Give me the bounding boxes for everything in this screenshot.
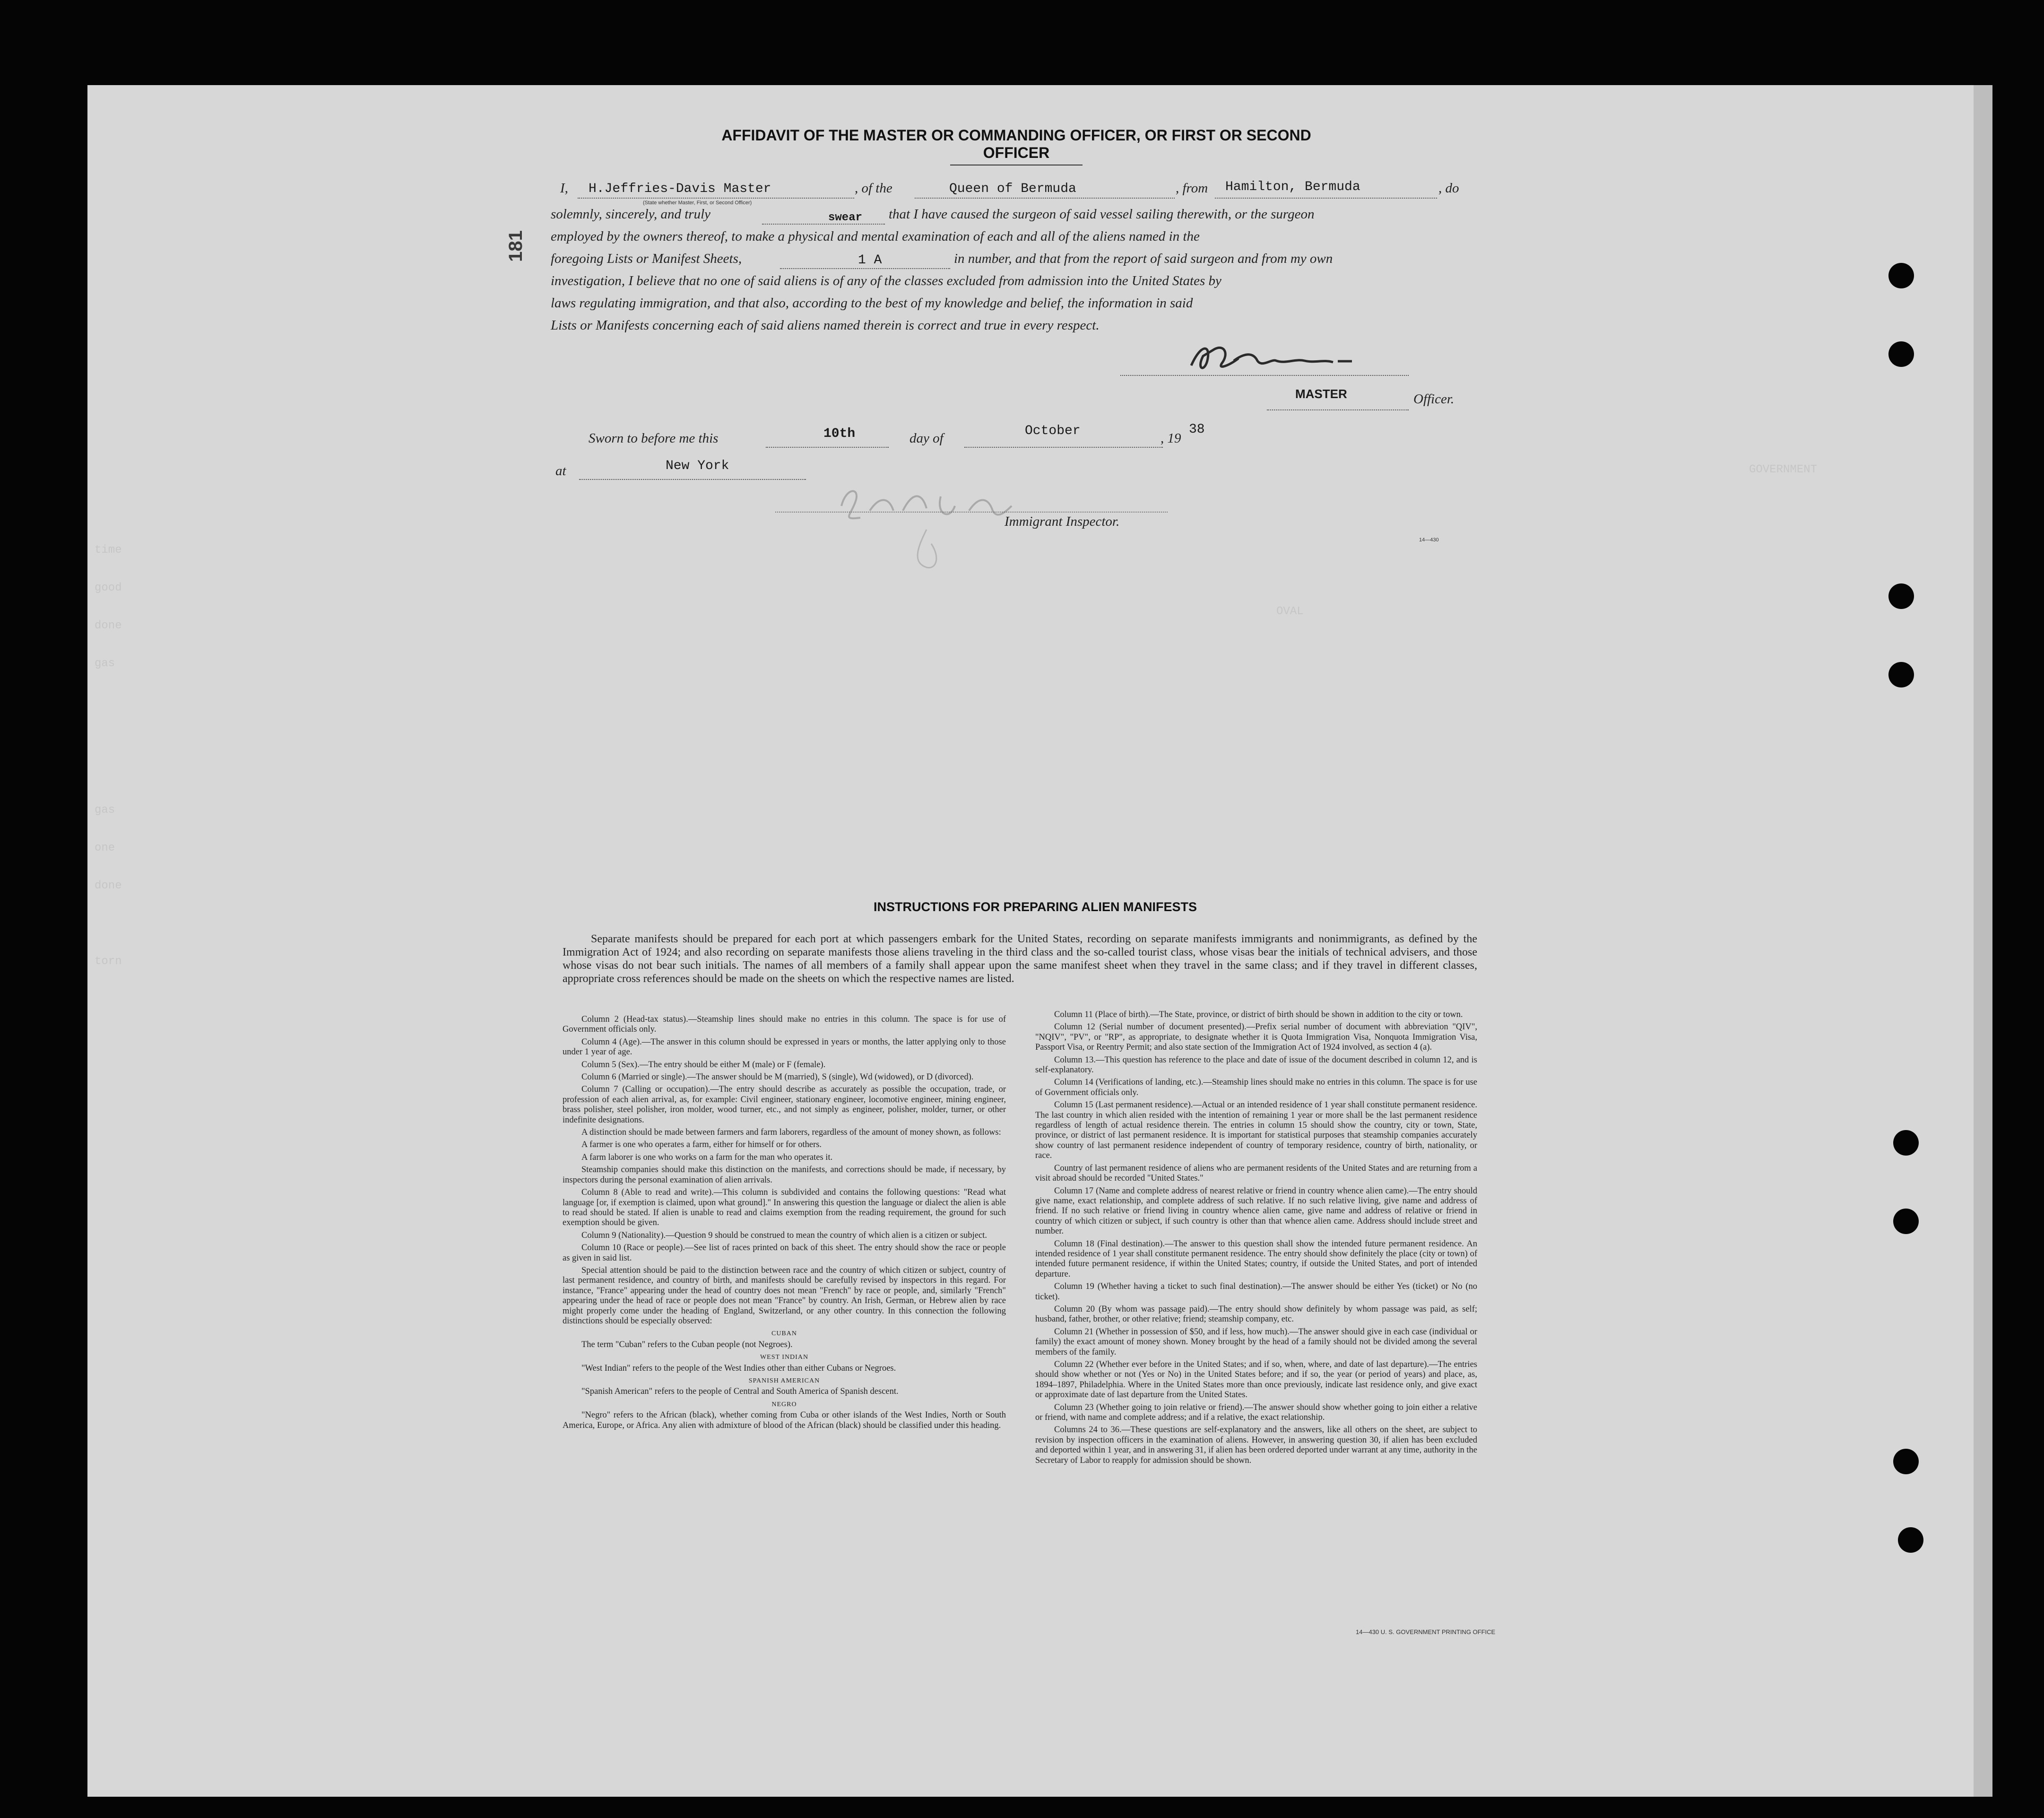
instruction-paragraph: Column 2 (Head-tax status).—Steamship lines should make no entries in this column. The space is for use of Government officials only. — [563, 1015, 1006, 1035]
race-heading: NEGRO — [771, 1400, 797, 1408]
officer-name-line — [578, 198, 854, 199]
sworn-year: 38 — [1189, 422, 1205, 437]
year-prefix: , 19 — [1161, 431, 1181, 446]
oath-line-7: Lists or Manifests concerning each of said aliens named therein is correct and true in every respect. — [551, 318, 1100, 333]
sworn-place: New York — [666, 459, 729, 473]
oath-line-5: investigation, I believe that no one of said aliens is of any of the classes excluded from admission into the United States by — [551, 273, 1221, 288]
instruction-paragraph: Column 12 (Serial number of document presented).—Prefix serial number of document with abbreviation "QIV", "NQIV", "PV", or "RP", as appropriate, to designate whether it is Quota Immigration Visa, Nonquota Immigration Visa, Passport Visa, or Reentry Permit; and also state section of the Immigration Act of 1924 involved, as section 4 (a). — [1035, 1022, 1477, 1053]
instruction-paragraph: Column 17 (Name and complete address of nearest relative or friend in country whence alien came).—The entry should give name, exact relationship, and complete address of such relative. If no such relative living, give name and address of friend. If no such relative or friend living in country whence alien came, give name and address of relative or friend in country of which citizen or subject, if such country is other than that whence alien came. Address should include street and number. — [1035, 1186, 1477, 1236]
form-number: 14—430 — [1419, 537, 1439, 543]
instruction-paragraph: "West Indian" refers to the people of the West Indies other than either Cubans or Negroes. — [581, 1363, 896, 1373]
instruction-paragraph: Special attention should be paid to the distinction between race and the country of which citizen or subject, country of last permanent residence, and country of birth, and manifests should be carefully revised by inspectors in this regard. For instance, "France" appearing under the head of country does not mean "French" by race or people, and, similarly "French" appearing under the head of race or people does not mean "France" by country. An Irish, German, or Hebrew alien by race might properly come under the heading of England, Switzerland, or any other country. In this connection the following distinctions should be especially observed: — [563, 1265, 1006, 1326]
instructions-title: INSTRUCTIONS FOR PREPARING ALIEN MANIFESTS — [873, 900, 1197, 914]
sheet-count-line — [780, 268, 950, 269]
race-heading: WEST INDIAN — [760, 1354, 809, 1361]
day-line — [766, 447, 889, 448]
instruction-paragraph: Column 13.—This question has reference to the place and date of issue of the document described in column 12, and is self-explanatory. — [1035, 1055, 1477, 1075]
port-line — [1215, 198, 1437, 199]
signing-rank: MASTER — [1295, 387, 1347, 401]
race-heading: CUBAN — [771, 1330, 797, 1338]
oath-line-4a: foregoing Lists or Manifest Sheets, — [551, 251, 742, 266]
sheet-edge-shadow — [1974, 85, 1992, 1797]
margin-number: 181 — [505, 230, 526, 262]
punch-hole — [1888, 662, 1914, 687]
instruction-paragraph: Column 18 (Final destination).—The answer to this question shall show the intended future permanent residence. An intended residence of 1 year shall constitute permanent residence. The entry should show definitely the place (city or town) of intended future permanent residence, if within the United States; country, if outside the United States, and port of intended departure. — [1035, 1239, 1477, 1279]
instruction-paragraph: The term "Cuban" refers to the Cuban people (not Negroes). — [581, 1340, 793, 1349]
at-label: at — [555, 463, 566, 478]
instruction-paragraph: "Spanish American" refers to the people of Central and South America of Spanish descent. — [581, 1387, 899, 1397]
instruction-paragraph: Column 15 (Last permanent residence).—Actual or an intended residence of 1 year shall constitute permanent residence. The last country in which alien resided with the intention of remaining 1 year or more shall be the last permanent residence regardless of length of actual residence therein. The entries in column 15 should show the country, city or town, State, province, or district of last permanent residence. It is important for statistical purposes that steamship companies accurately show country of last permanent residence independent of country of temporary residence, country of birth, nationality, or race. — [1035, 1100, 1477, 1161]
day-of-label: day of — [909, 431, 944, 446]
master-signature-line — [1120, 375, 1409, 376]
instruction-paragraph: A farm laborer is one who works on a farm for the man who operates it. — [581, 1152, 833, 1162]
punch-hole — [1893, 1209, 1919, 1234]
punch-hole — [1888, 583, 1914, 609]
inspector-signature-line — [775, 512, 1168, 513]
oath-line-4b: in number, and that from the report of said surgeon and from my own — [954, 251, 1333, 266]
instruction-paragraph: Column 5 (Sex).—The entry should be either M (male) or F (female). — [581, 1060, 826, 1070]
instruction-paragraph: Column 6 (Married or single).—The answer should be M (married), S (single), Wd (widowed), or D (divorced). — [581, 1072, 974, 1082]
oath-line-6: laws regulating immigration, and that also, according to the best of my knowledge and belief, the information in said — [551, 296, 1193, 311]
of-the-label: , of the — [855, 181, 892, 196]
instruction-paragraph: Column 8 (Able to read and write).—This column is subdivided and contains the following questions: "Read what language [or, if exemption is claimed, upon what ground]." In answering this question the language or dialect the alien is able to read should be stated. If alien is unable to read and claims exemption from the reading requirement, the ground for such exemption should be given. — [563, 1188, 1006, 1228]
punch-hole — [1888, 341, 1914, 367]
master-signature — [1182, 339, 1394, 377]
instruction-paragraph: A farmer is one who operates a farm, either for himself or for others. — [581, 1140, 822, 1150]
instruction-paragraph: Column 7 (Calling or occupation).—The entry should describe as accurately as possible the occupation, trade, or profession of each alien arrival, as, for example: Civil engineer, stationary engineer, locomotive engineer, mining engineer, brass polisher, steel polisher, iron molder, wood turner, etc., and not simply as engineer, polisher, molder, turner, or other indefinite designations. — [563, 1085, 1006, 1125]
sworn-label: Sworn to before me this — [589, 431, 719, 446]
instruction-paragraph: Column 4 (Age).—The answer in this column should be expressed in years or months, the latter applying only to those under 1 year of age. — [563, 1037, 1006, 1057]
punch-hole — [1893, 1130, 1919, 1156]
instruction-paragraph: Column 10 (Race or people).—See list of races printed on back of this sheet. The entry should show the race or people as given in said list. — [563, 1243, 1006, 1263]
oath-line-2b: that I have caused the surgeon of said vessel sailing therewith, or the surgeon — [889, 207, 1315, 222]
instruction-paragraph: Country of last permanent residence of aliens who are permanent residents of the United States and are returning from a visit abroad should be recorded "United States." — [1035, 1163, 1477, 1183]
do-label: , do — [1438, 181, 1459, 196]
instruction-paragraph: Column 22 (Whether ever before in the United States; and if so, when, where, and date of last departure).—The entries should show whether or not (Yes or No) in the United States before; and if so, the year (or period of years) and place, as, 1894–1897, Philadelphia. Where in the United States more than once previously, indicate last residence only, and give exact or approximate date of last departure from the United States. — [1035, 1360, 1477, 1400]
instruction-paragraph: Column 14 (Verifications of landing, etc.).—Steamship lines should make no entries in this column. The space is for use of Government officials only. — [1035, 1078, 1477, 1097]
inspector-label: Immigrant Inspector. — [1005, 514, 1120, 529]
from-label: , from — [1176, 181, 1208, 196]
vessel-name: Queen of Bermuda — [949, 182, 1076, 196]
affidavit-title: AFFIDAVIT OF THE MASTER OR COMMANDING OFFICER, OR FIRST OR SECOND OFFICER — [721, 127, 1311, 161]
instruction-paragraph: Column 11 (Place of birth).—The State, province, or district of birth should be shown in addition to the city or town. — [1054, 1010, 1463, 1019]
oath-line-3: employed by the owners thereof, to make a physical and mental examination of each and all of the aliens named in the — [551, 229, 1200, 244]
instruction-paragraph: Columns 24 to 36.—These questions are self-explanatory and the answers, like all others on the sheet, are subject to revision by inspection officers in the examination of aliens. However, in answering question 30, if alien has been excluded and deported within 1 year, and in answering 31, if alien has been ordered deported under warrant at any time, authority in the Secretary of Labor to reapply for admission should be shown. — [1035, 1425, 1477, 1465]
oath-word-line — [762, 224, 885, 225]
vessel-line — [915, 198, 1175, 199]
oath-word: swear — [828, 211, 863, 224]
instruction-paragraph: Column 19 (Whether having a ticket to such final destination).—The answer should be either Yes (ticket) or No (no ticket). — [1035, 1282, 1477, 1302]
officer-label: Officer. — [1413, 391, 1455, 407]
instruction-paragraph: Column 9 (Nationality).—Question 9 should be construed to mean the country of which alien is a citizen or subject. — [581, 1230, 987, 1240]
officer-name: H.Jeffries-Davis Master — [589, 182, 771, 196]
place-line — [579, 479, 806, 480]
sworn-month: October — [1025, 424, 1081, 438]
instruction-paragraph: Column 20 (By whom was passage paid).—The entry should show definitely by whom passage was paid, as self; husband, father, brother, or other relative; friend; steamship company, etc. — [1035, 1304, 1477, 1324]
rank-line — [1267, 409, 1409, 410]
instruction-paragraph: "Negro" refers to the African (black), whether coming from Cuba or other islands of the West Indies, North or South America, Europe, or Africa. Any alien with admixture of blood of the African (black) should be classified under this heading. — [563, 1410, 1006, 1430]
printing-office-footer: 14—430 U. S. GOVERNMENT PRINTING OFFICE — [1356, 1628, 1496, 1635]
instruction-paragraph: Steamship companies should make this distinction on the manifests, and corrections should be made, if necessary, by inspectors during the personal examination of alien arrivals. — [563, 1165, 1006, 1185]
punch-hole — [1898, 1527, 1923, 1553]
instructions-left-column — [563, 1015, 1006, 1433]
departure-port: Hamilton, Bermuda — [1225, 180, 1360, 194]
instruction-paragraph: Column 21 (Whether in possession of $50, and if less, how much).—The answer should give in each case (individual or family) the exact amount of money shown. Money brought by the head of a family should not be divided among the several members of the family. — [1035, 1327, 1477, 1357]
officer-rank-note: (State whether Master, First, or Second Officer) — [643, 200, 752, 206]
oath-line-2a: solemnly, sincerely, and truly — [551, 207, 711, 222]
oath-prefix: I, — [560, 181, 568, 196]
instruction-paragraph: A distinction should be made between farmers and farm laborers, regardless of the amount of money shown, as follows: — [581, 1128, 1001, 1138]
instruction-paragraph: Column 23 (Whether going to join relative or friend).—The answer should show whether going to join either a relative or friend, with name and complete address; and if a relative, the exact relationship. — [1035, 1402, 1477, 1423]
sheet-count: 1 A — [858, 253, 882, 268]
sworn-day: 10th — [823, 426, 856, 441]
punch-hole — [1893, 1449, 1919, 1474]
instructions-intro: Separate manifests should be prepared for each port at which passengers embark for the United States, recording on separate manifests immigrants and nonimmigrants, as defined by the Immigration Act of 1924; and also recording on separate manifests those aliens traveling in the third class and the so-called tourist class, whose visas bear the initials of technical advisers, and those whose visas do not bear such initials. The names of all members of a family shall appear upon the same manifest sheet when they travel in the same class; and if they travel in different classes, appropriate cross references should be made on the sheets on which the respective names are listed. — [563, 933, 1477, 985]
month-line — [964, 447, 1163, 448]
race-heading: SPANISH AMERICAN — [748, 1377, 820, 1384]
instructions-right-column — [1035, 1010, 1477, 1468]
punch-hole — [1888, 263, 1914, 288]
